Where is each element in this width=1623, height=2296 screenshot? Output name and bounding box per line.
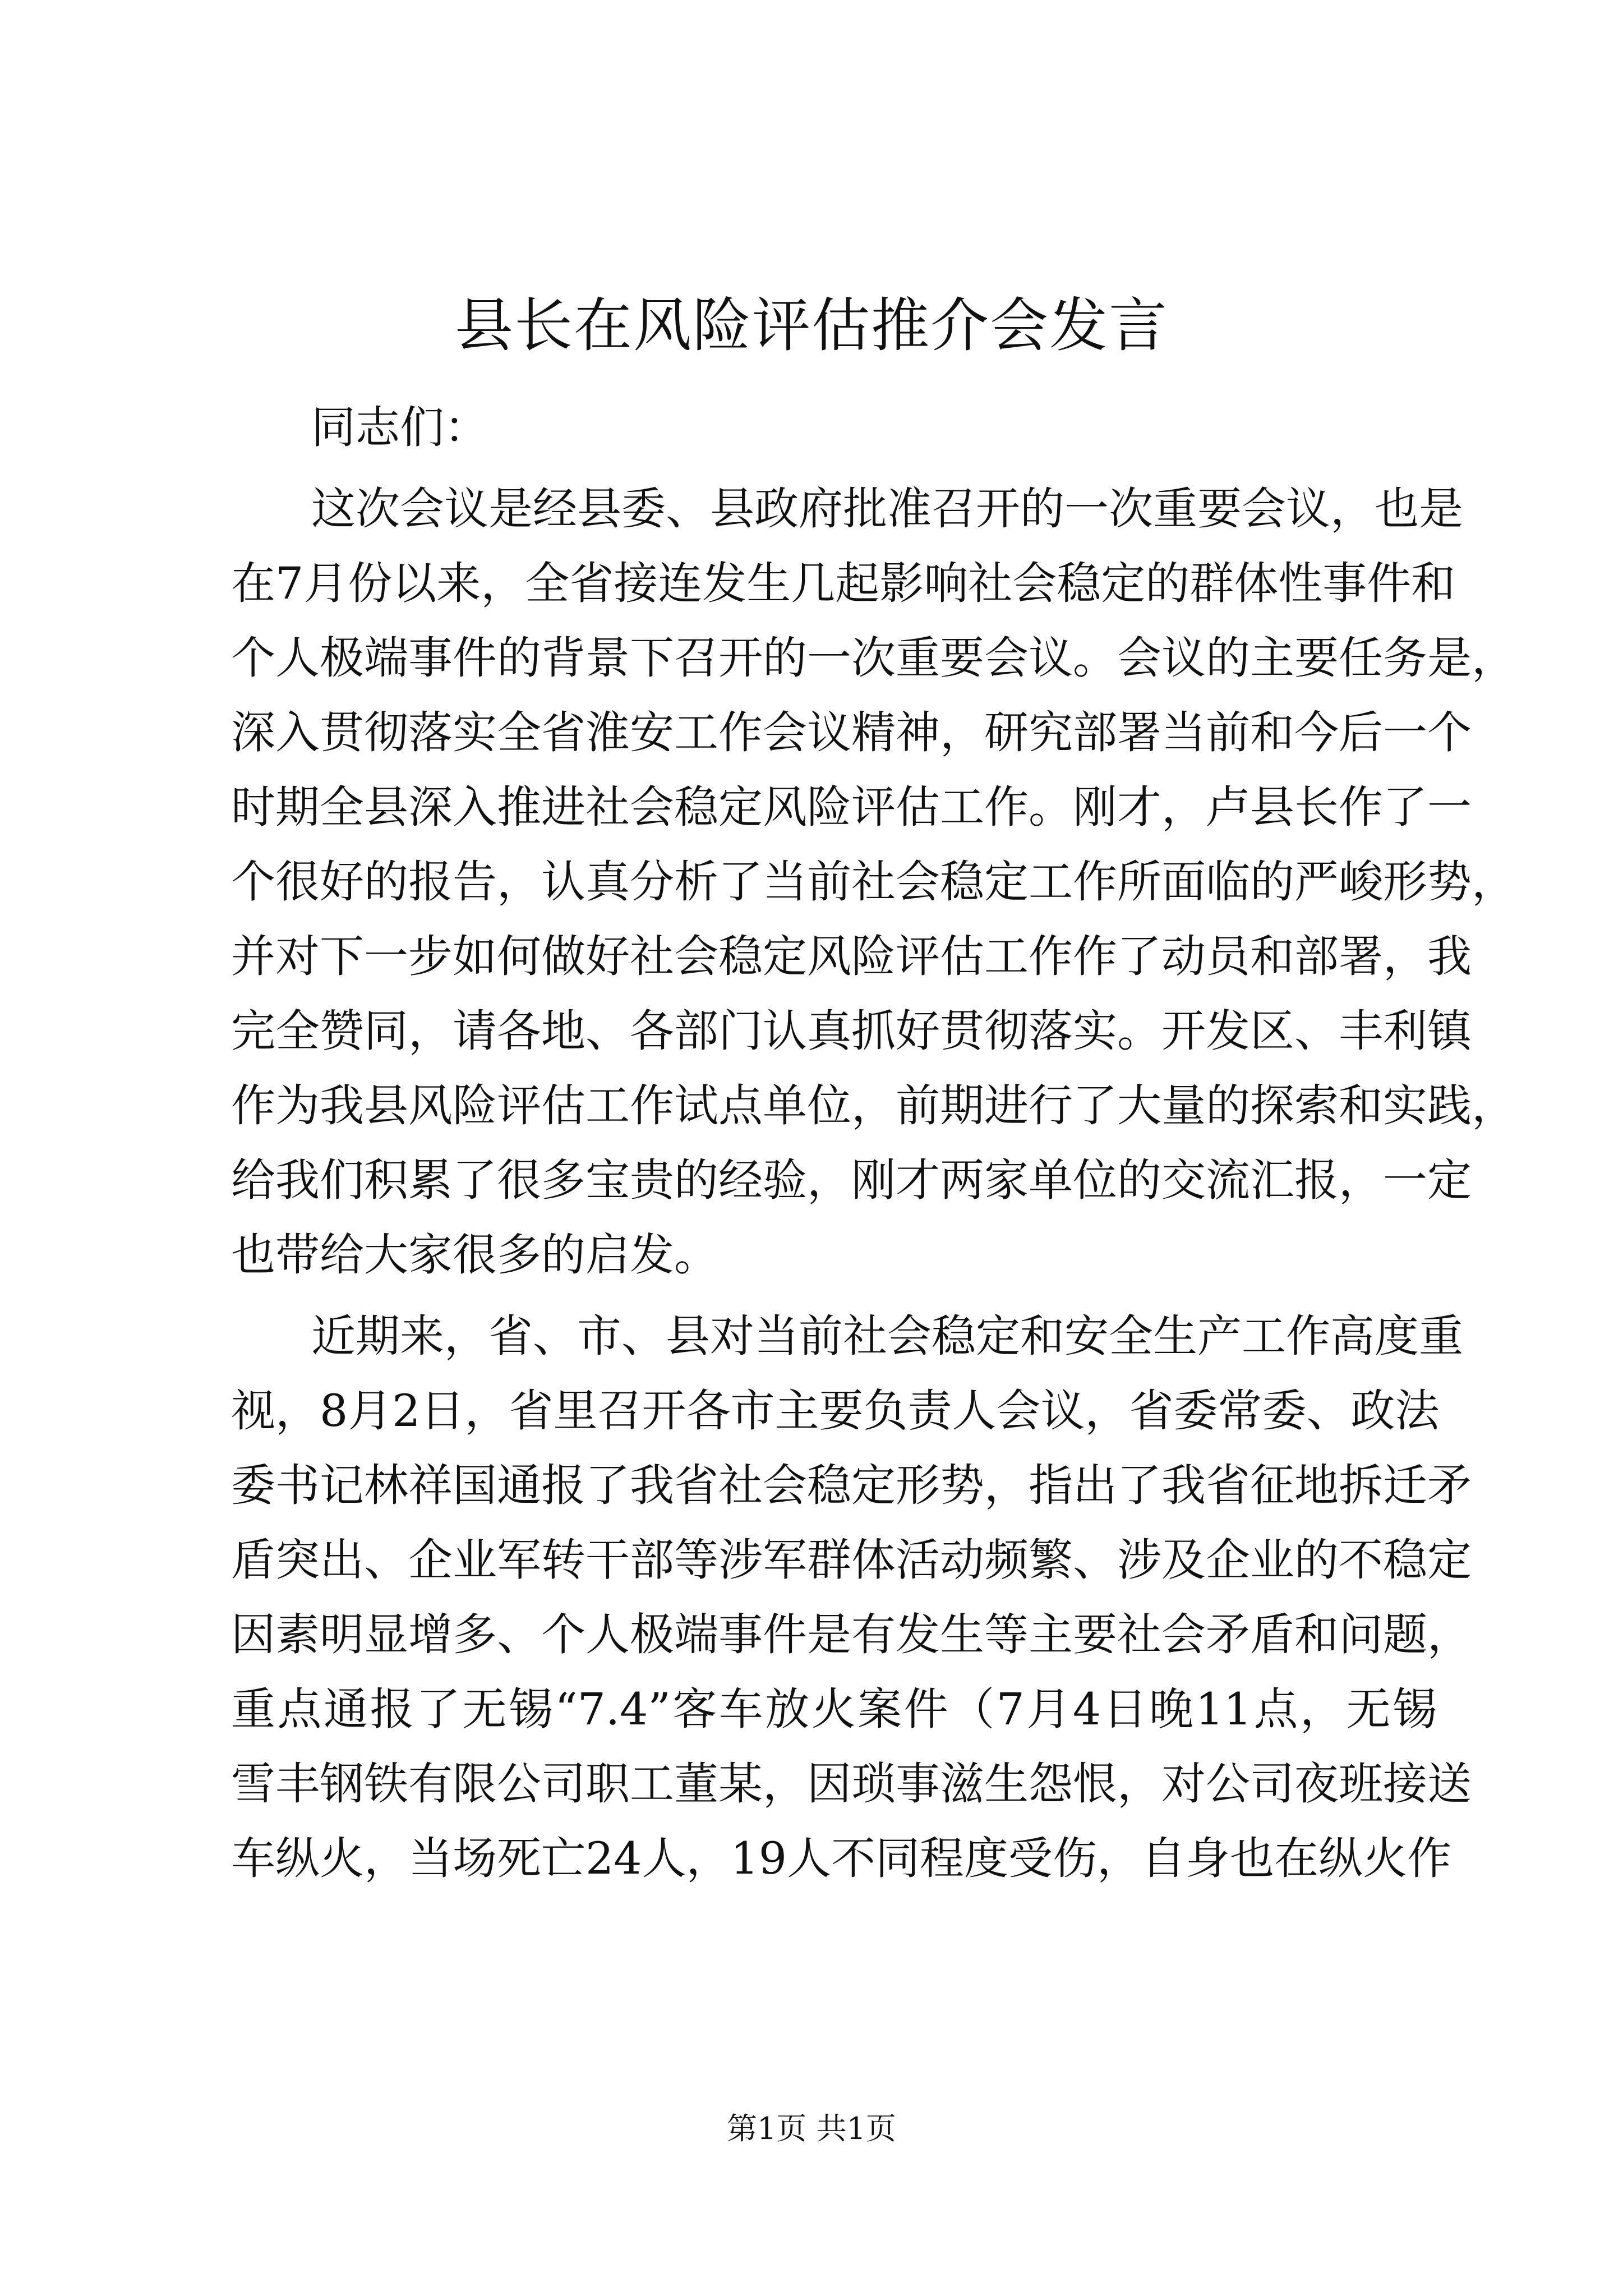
paragraph-line: 完全赞同，请各地、各部门认真抓好贯彻落实。开发区、丰利镇 [231,1005,1472,1057]
paragraph-line: 盾突出、企业军转干部等涉军群体活动频繁、涉及企业的不稳定 [231,1534,1472,1586]
paragraph-line: 在7月份以来，全省接连发生几起影响社会稳定的群体性事件和 [231,558,1456,609]
paragraph-line: 因素明显增多、个人极端事件是有发生等主要社会矛盾和问题， [231,1609,1472,1660]
paragraph-line: 这次会议是经县委、县政府批准召开的一次重要会议，也是 [311,483,1463,535]
paragraph-line: 重点通报了无锡“7.4”客车放火案件（7月4日晚11点，无锡 [231,1683,1437,1735]
paragraph-line: 委书记林祥国通报了我省社会稳定形势，指出了我省征地拆迁矛 [231,1460,1472,1511]
paragraph-line: 时期全县深入推进社会稳定风险评估工作。刚才，卢县长作了一 [231,781,1472,833]
paragraph-line: 雪丰钢铁有限公司职工董某，因琐事滋生怨恨，对公司夜班接送 [231,1758,1472,1810]
paragraph-line: 视，8月2日，省里召开各市主要负责人会议，省委常委、政法 [231,1385,1440,1437]
paragraph-line: 也带给大家很多的启发。 [231,1229,718,1281]
paragraph-line: 作为我县风险评估工作试点单位，前期进行了大量的探索和实践， [231,1080,1516,1131]
paragraph-line: 深入贯彻落实全省淮安工作会议精神，研究部署当前和今后一个 [231,707,1472,758]
paragraph-line: 近期来，省、市、县对当前社会稳定和安全生产工作高度重 [311,1310,1463,1362]
paragraph-line: 并对下一步如何做好社会稳定风险评估工作作了动员和部署，我 [231,931,1472,982]
page-footer: 第1页 共1页 [727,2111,896,2146]
paragraph-line: 个人极端事件的背景下召开的一次重要会议。会议的主要任务是， [231,632,1516,684]
paragraph-line: 给我们积累了很多宝贵的经验，刚才两家单位的交流汇报，一定 [231,1154,1472,1206]
salutation: 同志们： [311,402,488,453]
document-title: 县长在风险评估推介会发言 [454,291,1168,360]
paragraph-line: 车纵火，当场死亡24人，19人不同程度受伤，自身也在纵火作 [231,1833,1452,1884]
paragraph-line: 个很好的报告，认真分析了当前社会稳定工作所面临的严峻形势， [231,856,1516,908]
